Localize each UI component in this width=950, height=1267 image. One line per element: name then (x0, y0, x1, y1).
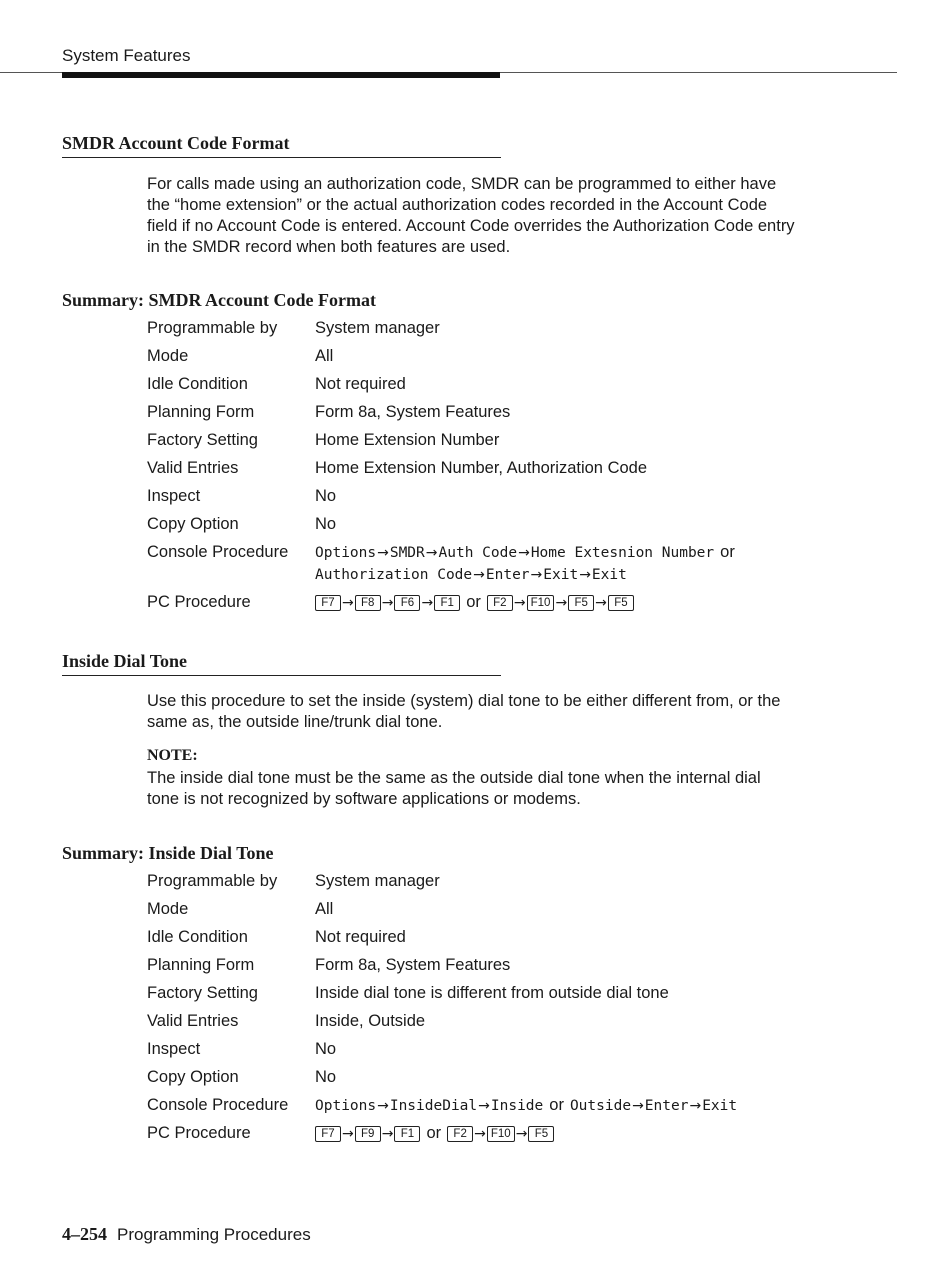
row-value: Home Extension Number, Authorization Code (315, 459, 648, 477)
function-key: F5 (568, 595, 594, 611)
table-row (147, 542, 741, 592)
table-row (147, 486, 741, 514)
section-title-smdr: SMDR Account Code Format (62, 133, 290, 153)
function-key: F5 (608, 595, 634, 611)
table-row (147, 927, 737, 955)
pc-procedure-smdr (315, 592, 741, 620)
function-key: F10 (527, 595, 555, 611)
summary-title-smdr (62, 290, 376, 311)
row-label: Programmable by (147, 319, 278, 337)
function-key: F10 (487, 1126, 515, 1142)
table-row (147, 983, 737, 1011)
row-label: Copy Option (147, 515, 239, 533)
section-body-inside-dial: Use this procedure to set the inside (system) dial tone to be either different from, or the same as, the outside line/trunk dial tone. (147, 692, 781, 731)
chapter-title: Programming Procedures (117, 1225, 311, 1244)
row-value: All (315, 347, 334, 365)
row-label: Mode (147, 347, 189, 365)
arrow-icon: → (381, 1126, 394, 1142)
row-label: Idle Condition (147, 375, 248, 393)
procedure-step: Exit (543, 567, 579, 583)
table-row (147, 899, 737, 927)
procedure-step: Exit (702, 1098, 738, 1114)
row-value: No (315, 487, 337, 505)
table-row (147, 514, 741, 542)
pc-procedure-inside-dial (315, 1123, 737, 1151)
procedure-step: Enter (644, 1098, 689, 1114)
row-label: Factory Setting (147, 984, 258, 1002)
row-label: PC Procedure (147, 593, 251, 611)
table-row (147, 592, 741, 620)
row-label: Programmable by (147, 872, 278, 890)
table-row (147, 1011, 737, 1039)
or-text: or (720, 543, 735, 561)
table-row (147, 1123, 737, 1151)
row-label: Console Procedure (147, 543, 289, 561)
table-row (147, 871, 737, 899)
table-row (147, 1039, 737, 1067)
console-procedure-smdr (315, 542, 741, 592)
function-key: F1 (394, 1126, 420, 1142)
arrow-icon: → (473, 567, 485, 583)
row-label: Factory Setting (147, 431, 258, 449)
summary-name: Inside Dial Tone (148, 843, 274, 863)
page-footer (62, 1224, 311, 1245)
function-key: F2 (487, 595, 513, 611)
arrow-icon: → (513, 595, 526, 611)
row-value: Inside, Outside (315, 1012, 426, 1030)
procedure-step: Options (315, 1098, 377, 1114)
function-key: F7 (315, 595, 341, 611)
arrow-icon: → (474, 1126, 486, 1142)
function-key: F6 (394, 595, 420, 611)
table-row (147, 1095, 737, 1123)
arrow-icon: → (425, 545, 438, 561)
procedure-step: Exit (591, 567, 627, 583)
function-key: F7 (315, 1126, 341, 1142)
row-value: No (315, 1040, 337, 1058)
arrow-icon: → (342, 595, 354, 611)
page-number: 4–254 (62, 1224, 107, 1244)
function-key: F8 (355, 595, 381, 611)
arrow-icon: → (632, 1098, 644, 1114)
procedure-step: SMDR (389, 545, 425, 561)
summary-table-inside-dial (147, 871, 737, 1151)
section-rule (62, 675, 501, 676)
row-value: Form 8a, System Features (315, 403, 511, 421)
table-row (147, 346, 741, 374)
function-key: F1 (434, 595, 460, 611)
row-value: Not required (315, 375, 406, 393)
section-title-inside-dial: Inside Dial Tone (62, 651, 188, 671)
procedure-step: InsideDial (389, 1098, 478, 1114)
or-text: or (549, 1096, 564, 1114)
arrow-icon: → (530, 567, 543, 583)
row-value: No (315, 515, 337, 533)
row-value: All (315, 900, 334, 918)
arrow-icon: → (377, 545, 389, 561)
arrow-icon: → (555, 595, 568, 611)
running-header: System Features (62, 46, 191, 65)
row-value: Not required (315, 928, 406, 946)
table-row (147, 374, 741, 402)
arrow-icon: → (377, 1098, 389, 1114)
row-label: Planning Form (147, 403, 255, 421)
table-row (147, 1067, 737, 1095)
procedure-step: Inside (490, 1098, 544, 1114)
row-value: No (315, 1068, 337, 1086)
section-rule (62, 157, 501, 158)
row-label: Inspect (147, 487, 201, 505)
row-label: PC Procedure (147, 1124, 251, 1142)
row-label: Idle Condition (147, 928, 248, 946)
row-value: Inside dial tone is different from outside dial tone (315, 984, 669, 1002)
note-body: The inside dial tone must be the same as the outside dial tone when the internal dial tone is not recognized by software applications or modems. (147, 769, 761, 808)
procedure-step: Home Extesnion Number (530, 545, 715, 561)
table-row (147, 318, 741, 346)
function-key: F5 (528, 1126, 554, 1142)
row-value: Form 8a, System Features (315, 956, 511, 974)
table-row (147, 955, 737, 983)
or-text: or (466, 593, 481, 611)
arrow-icon: → (689, 1098, 702, 1114)
arrow-icon: → (595, 595, 607, 611)
arrow-icon: → (342, 1126, 354, 1142)
procedure-step: Authorization Code (315, 567, 473, 583)
table-row (147, 458, 741, 486)
table-row (147, 430, 741, 458)
row-value: System manager (315, 872, 440, 890)
table-row (147, 402, 741, 430)
row-label: Copy Option (147, 1068, 239, 1086)
section-body-smdr: For calls made using an authorization code, SMDR can be programmed to either have the “home extension” or the actual authorization codes recorded in the Account Code field if no Account Code is entered. Account Code overrides the Authorization Code entry in the SMDR record when both features are used. (147, 175, 795, 256)
summary-prefix: Summary: (62, 290, 144, 310)
row-label: Console Procedure (147, 1096, 289, 1114)
procedure-step: Options (315, 545, 377, 561)
summary-title-inside-dial (62, 843, 274, 864)
row-label: Valid Entries (147, 1012, 239, 1030)
header-bar (62, 72, 500, 78)
row-label: Valid Entries (147, 459, 239, 477)
row-label: Mode (147, 900, 189, 918)
or-text: or (426, 1124, 442, 1142)
summary-name: SMDR Account Code Format (148, 290, 376, 310)
arrow-icon: → (518, 545, 530, 561)
note-label: NOTE: (147, 747, 198, 764)
function-key: F9 (355, 1126, 381, 1142)
function-key: F2 (447, 1126, 473, 1142)
row-label: Planning Form (147, 956, 255, 974)
summary-prefix: Summary: (62, 843, 144, 863)
arrow-icon: → (381, 595, 394, 611)
row-value: Home Extension Number (315, 431, 500, 449)
arrow-icon: → (515, 1126, 528, 1142)
row-label: Inspect (147, 1040, 201, 1058)
procedure-step: Outside (569, 1098, 632, 1114)
console-procedure-inside-dial (315, 1095, 737, 1123)
arrow-icon: → (478, 1098, 490, 1114)
arrow-icon: → (421, 595, 434, 611)
arrow-icon: → (579, 567, 591, 583)
summary-table-smdr (147, 318, 741, 620)
procedure-step: Auth Code (438, 545, 518, 561)
row-value: System manager (315, 319, 440, 337)
procedure-step: Enter (485, 567, 530, 583)
